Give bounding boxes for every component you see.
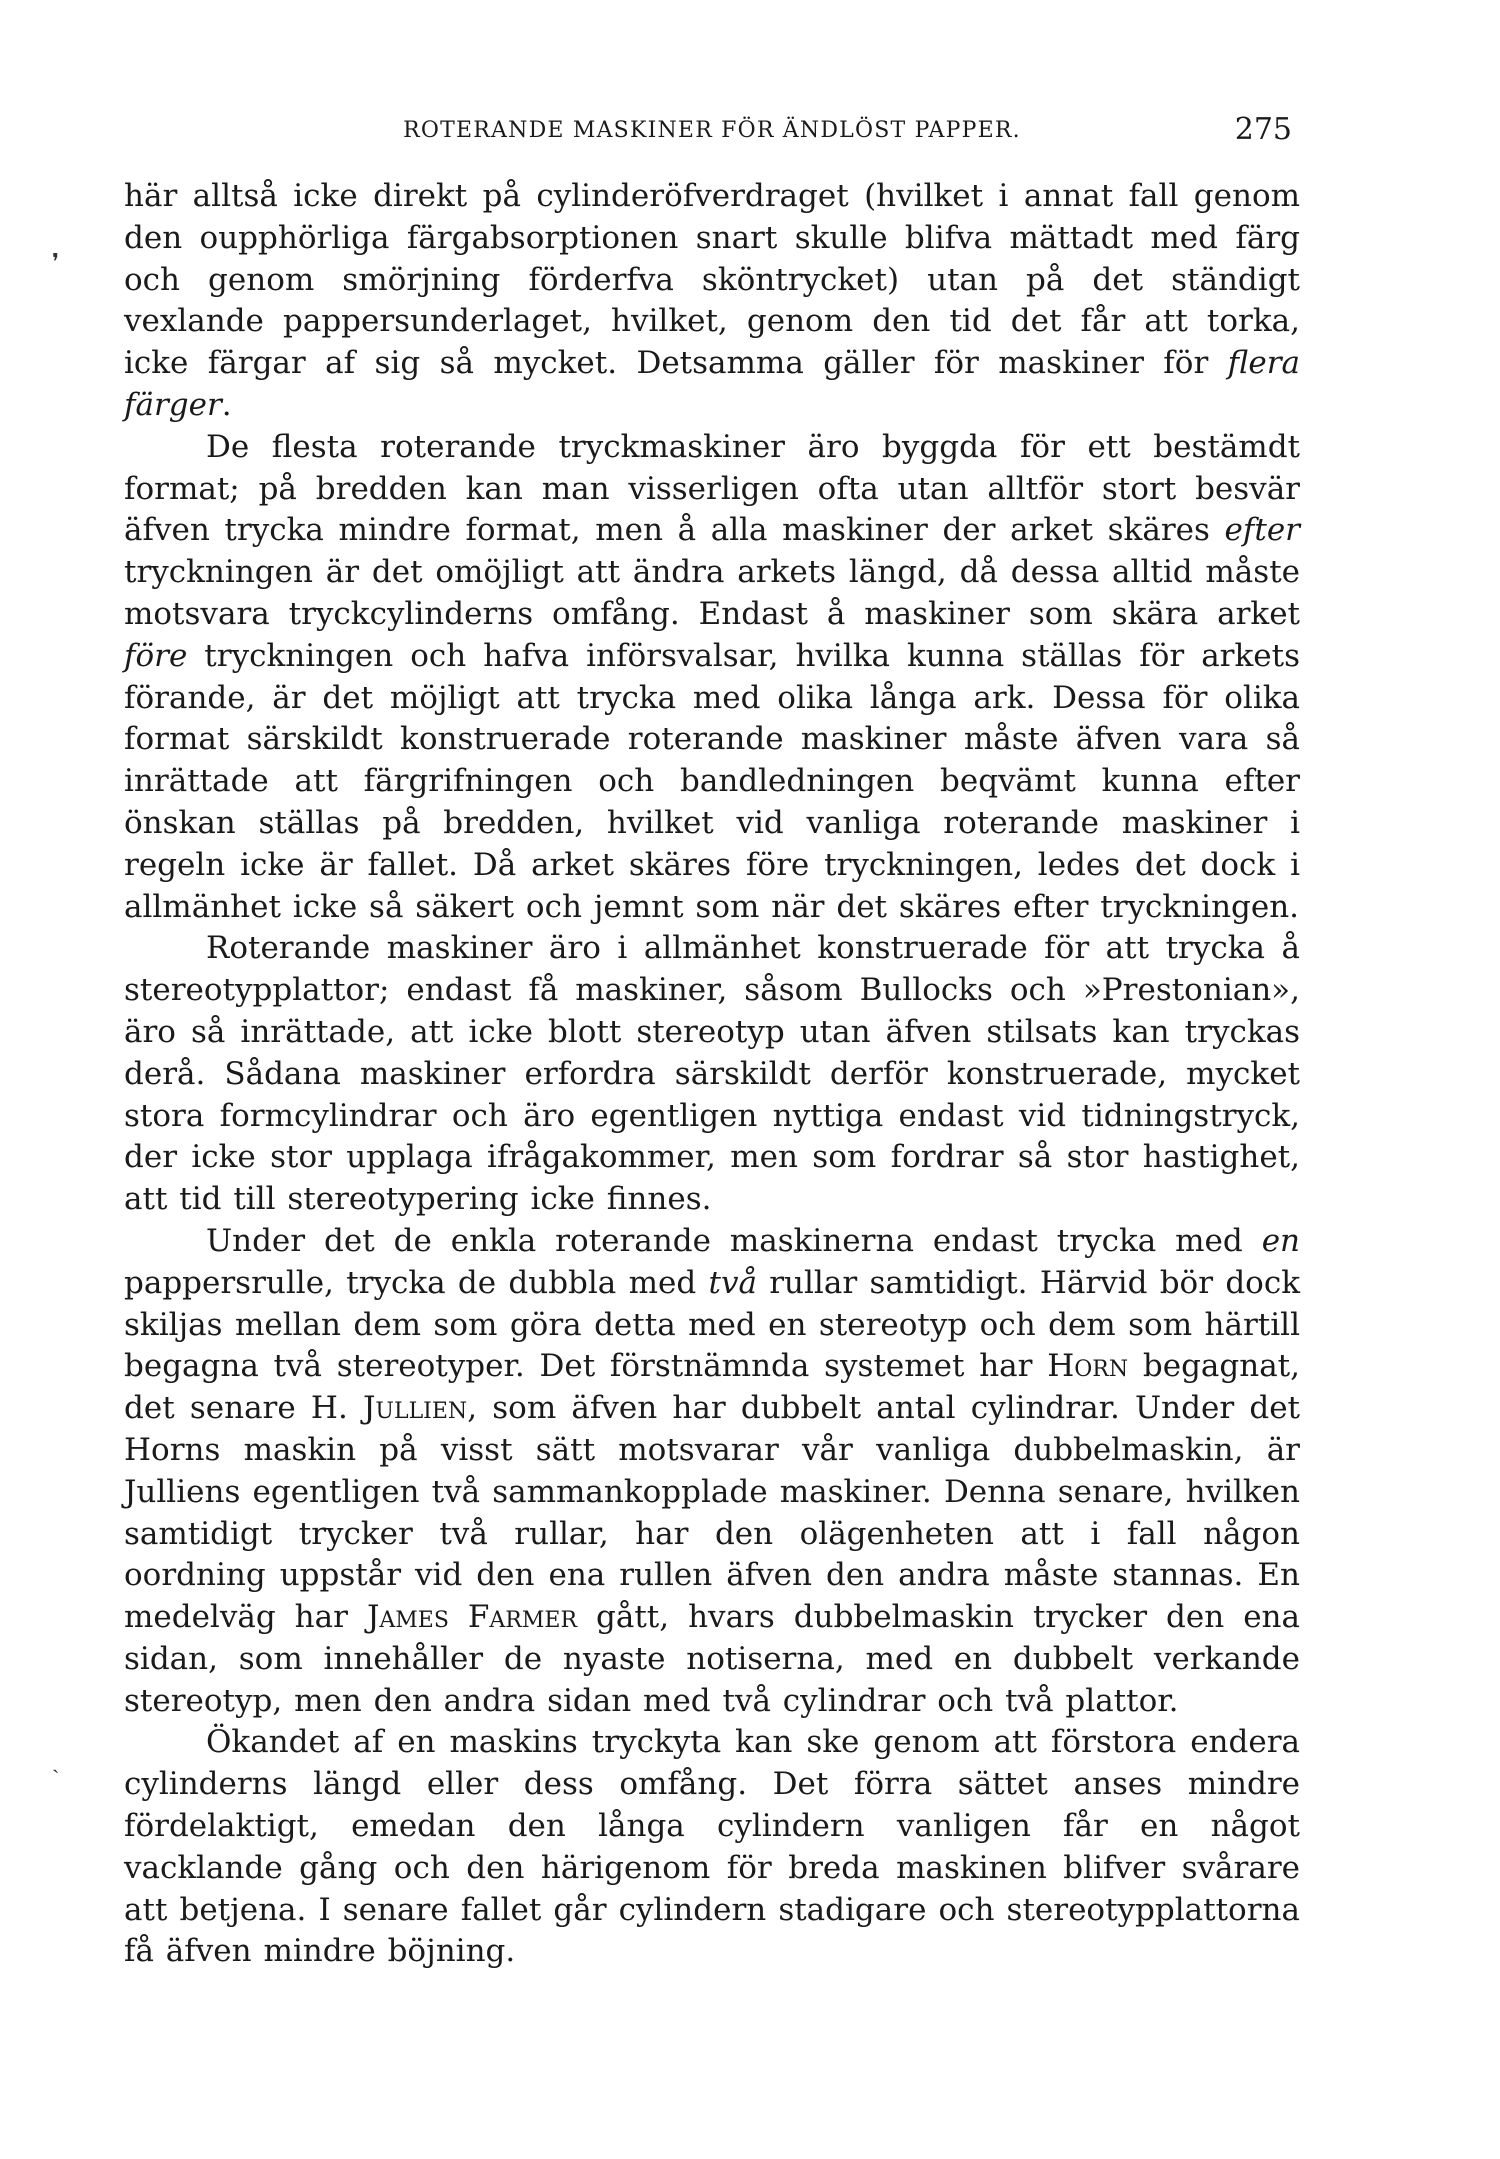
text-segment: , som äfven har dubbelt antal cylindrar. Under det Horns maskin på visst sätt motsvarar vår vanliga dubbelmaskin, är Julliens egentligen två sammankopplade maskiner. Denna senare, hvilken samtidigt trycker två rullar, har den olägenheten att i fall någon oordning uppstår vid den ena rullen äfven den andra måste stannas. En medelväg har — [124, 1390, 1300, 1636]
margin-mark: ❜ — [52, 250, 60, 275]
text-segment: Roterande maskiner äro i allmänhet konstruerade för att trycka å stereotypplattor; endast få maskiner, såsom Bullocks och »Prestonian», äro så inrättade, att icke blott stereotyp utan äfven stilsats kan tryckas derå. Sådana maskiner erfordra särskildt derför konstruerade, mycket stora formcylindrar och äro egentligen nyttiga endast vid tidningstryck, der icke stor upplaga ifrågakommer, men som fordrar så stor hastighet, att tid till stereotypering icke finnes. — [124, 930, 1300, 1218]
text-body — [124, 176, 1300, 1973]
text-segment: gått, hvars dubbelmaskin trycker den ena sidan, som innehåller de nyaste notiserna, med en dubbelt verkande stereotyp, men den andra sidan med två cylindrar och två plattor. — [124, 1599, 1300, 1719]
text-segment: Under det de enkla roterande maskinerna endast trycka med — [206, 1222, 1262, 1259]
paragraph-2 — [124, 427, 1300, 929]
text-segment: tryckningen och hafva införsvalsar, hvilka kunna ställas för arkets förande, är det möjligt att trycka med olika långa ark. Dessa för olika format särskildt konstruerade roterande maskiner måste äfven vara så inrättade att färgrifningen och bandledningen beqvämt kunna efter önskan ställas på bredden, hvilket vid vanliga roterande maskiner i regeln icke är fallet. Då arket skäres före tryckningen, ledes det dock i allmänhet icke så säkert och jemnt som när det skäres efter tryckningen. — [124, 637, 1300, 925]
text-segment: Ökandet af en maskins tryckyta kan ske genom att förstora endera cylinderns längd eller dess omfång. Det förra sättet anses mindre fördelaktigt, emedan den långa cylindern vanligen får en något vacklande gång och den härigenom för breda maskinen blifver svårare att betjena. I senare fallet går cylindern stadigare och stereotypplattorna få äfven mindre böjning. — [124, 1724, 1300, 1970]
paragraph-1 — [124, 176, 1300, 427]
running-head: ROTERANDE MASKINER FÖR ÄNDLÖST PAPPER. — [403, 118, 1021, 143]
text-segment: flera färger — [124, 345, 1300, 423]
text-segment: rullar samtidigt. Härvid bör dock skiljas mellan dem som göra detta med en stereotyp och dem som härtill begagna två stereotyper. Det förstnämnda systemet har — [124, 1264, 1300, 1385]
text-segment: efter — [1224, 512, 1300, 549]
margin-mark: ˏ — [52, 1749, 60, 1774]
text-segment: tryckningen är det omöjligt att ändra arkets längd, då dessa alltid måste motsvara tryckcylinderns omfång. Endast å maskiner som skära arket — [124, 554, 1300, 632]
text-segment: De flesta roterande tryckmaskiner äro byggda för ett bestämdt format; på bredden kan man visserligen ofta utan alltför stort besvär äfven trycka mindre format, men å alla maskiner der arket skäres — [124, 428, 1300, 549]
text-segment: två — [708, 1264, 757, 1301]
text-segment: här alltså icke direkt på cylinderöfverdraget (hvilket i annat fall genom den oupphörliga färgabsorptionen snart skulle blifva mättadt med färg och genom smörjning förderfva sköntrycket) utan på det ständigt vexlande pappersunderlaget, hvilket, genom den tid det får att torka, icke färgar af sig så mycket. Detsamma gäller för maskiner för — [124, 178, 1300, 382]
text-segment: pappersrulle, trycka de dubbla med — [124, 1264, 709, 1301]
text-segment: Jullien — [363, 1390, 468, 1427]
page-number: 275 — [1234, 112, 1292, 147]
text-segment: begagnat, det senare H. — [124, 1348, 1300, 1427]
text-segment: före — [124, 637, 188, 674]
page-header — [124, 112, 1300, 152]
text-segment: . — [221, 386, 232, 423]
text-segment: en — [1261, 1222, 1300, 1259]
paragraph-5 — [124, 1722, 1300, 1973]
paragraph-4 — [124, 1221, 1300, 1723]
text-segment: Horn — [1047, 1348, 1129, 1385]
paragraph-3 — [124, 928, 1300, 1221]
text-segment: James Farmer — [366, 1599, 578, 1636]
